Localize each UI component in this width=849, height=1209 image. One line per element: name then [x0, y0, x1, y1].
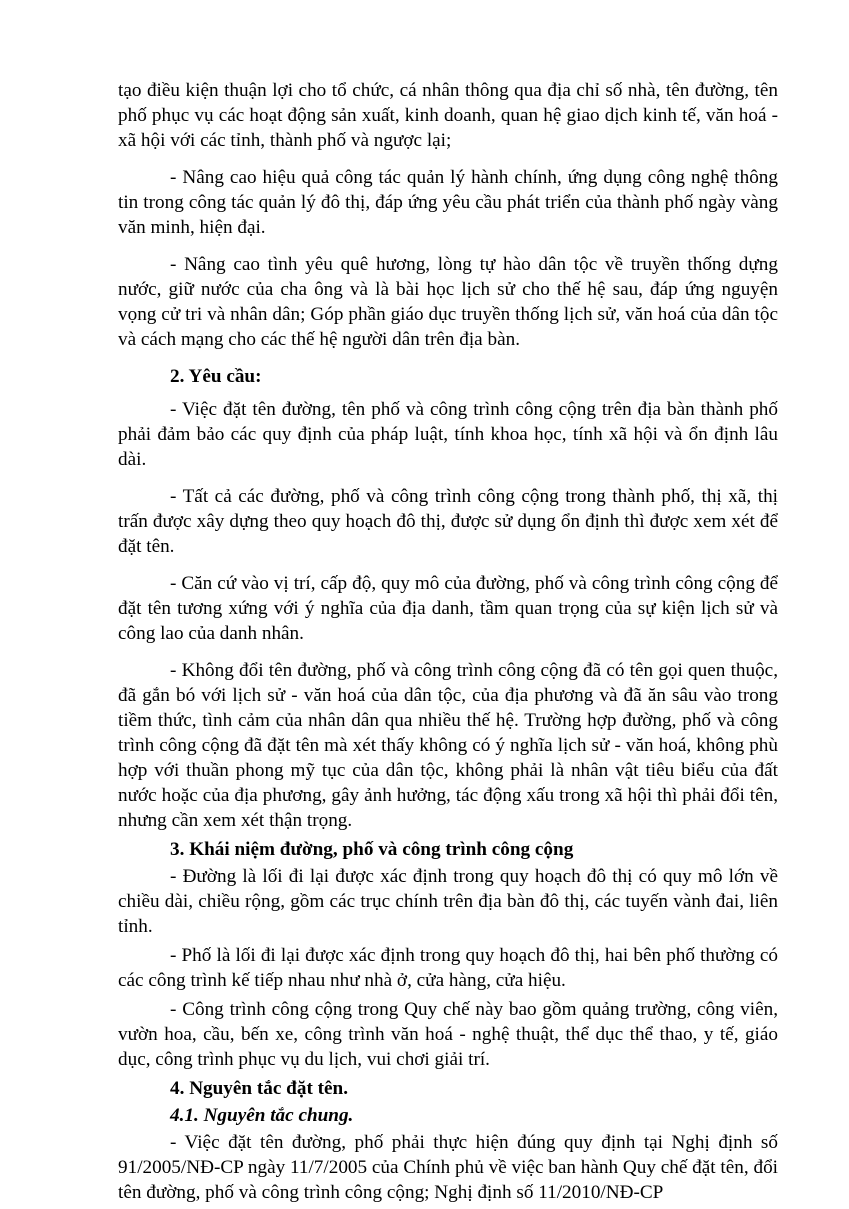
paragraph-requirement-1: - Việc đặt tên đường, tên phố và công trình công cộng trên địa bàn thành phố phải đảm bảo các quy định của pháp luật, tính khoa học, tính xã hội và ổn định lâu dài.	[118, 399, 778, 470]
heading-requirements: 2. Yêu cầu:	[170, 366, 262, 387]
heading-concepts: 3. Khái niệm đường, phố và công trình công cộng	[170, 839, 574, 860]
paragraph-concept-street: - Phố là lối đi lại được xác định trong quy hoạch đô thị, hai bên phố thường có các công trình kế tiếp nhau như nhà ở, cửa hàng, cửa hiệu.	[118, 945, 778, 991]
paragraph-decree-reference: - Việc đặt tên đường, phố phải thực hiện đúng quy định tại Nghị định số 91/2005/NĐ-CP ngày 11/7/2005 của Chính phủ về việc ban hành Quy chế đặt tên, đổi tên đường, phố và công trình công cộng; Nghị định số 11/2010/NĐ-CP	[118, 1132, 778, 1203]
document-page	[118, 78, 778, 1209]
paragraph-requirement-3: - Căn cứ vào vị trí, cấp độ, quy mô của đường, phố và công trình công cộng để đặt tên tương xứng với ý nghĩa của địa danh, tầm quan trọng của sự kiện lịch sử và công lao của danh nhân.	[118, 573, 778, 644]
paragraph-patriotism: - Nâng cao tình yêu quê hương, lòng tự hào dân tộc về truyền thống dựng nước, giữ nước của cha ông và là bài học lịch sử cho thế hệ sau, đáp ứng nguyện vọng cử tri và nhân dân; Góp phần giáo dục truyền thống lịch sử, văn hoá của dân tộc và cách mạng cho các thế hệ người dân trên địa bàn.	[118, 254, 778, 350]
paragraph-requirement-4: - Không đổi tên đường, phố và công trình công cộng đã có tên gọi quen thuộc, đã gắn bó với lịch sử - văn hoá của dân tộc, của địa phương và đã ăn sâu vào trong tiềm thức, tình cảm của nhân dân qua nhiều thế hệ. Trường hợp đường, phố và công trình công cộng đã đặt tên mà xét thấy không có ý nghĩa lịch sử - văn hoá, không phù hợp với thuần phong mỹ tục của dân tộc, không phải là nhân vật tiêu biểu của đất nước hoặc của địa phương, gây ảnh hưởng, tác động xấu trong xã hội thì phải đổi tên, nhưng cần xem xét thận trọng.	[118, 660, 778, 831]
paragraph-concept-public-works: - Công trình công cộng trong Quy chế này bao gồm quảng trường, công viên, vườn hoa, cầu, bến xe, công trình văn hoá - nghệ thuật, thể dục thể thao, y tế, giáo dục, công trình phục vụ du lịch, vui chơi giải trí.	[118, 999, 778, 1070]
paragraph-continuation: tạo điều kiện thuận lợi cho tổ chức, cá nhân thông qua địa chỉ số nhà, tên đường, tên phố phục vụ các hoạt động sản xuất, kinh doanh, quan hệ giao dịch kinh tế, văn hoá - xã hội với các tỉnh, thành phố và ngược lại;	[118, 80, 778, 151]
heading-general-principles: 4.1. Nguyên tắc chung.	[170, 1105, 354, 1126]
paragraph-requirement-2: - Tất cả các đường, phố và công trình công cộng trong thành phố, thị xã, thị trấn được xây dựng theo quy hoạch đô thị, được sử dụng ổn định thì được xem xét để đặt tên.	[118, 486, 778, 557]
paragraph-concept-road: - Đường là lối đi lại được xác định trong quy hoạch đô thị có quy mô lớn về chiều dài, chiều rộng, gồm các trục chính trên địa bàn đô thị, các tuyến vành đai, liên tỉnh.	[118, 866, 778, 937]
paragraph-admin-efficiency: - Nâng cao hiệu quả công tác quản lý hành chính, ứng dụng công nghệ thông tin trong công tác quản lý đô thị, đáp ứng yêu cầu phát triển của thành phố ngày vàng văn minh, hiện đại.	[118, 167, 778, 238]
heading-naming-principles: 4. Nguyên tắc đặt tên.	[170, 1078, 349, 1099]
